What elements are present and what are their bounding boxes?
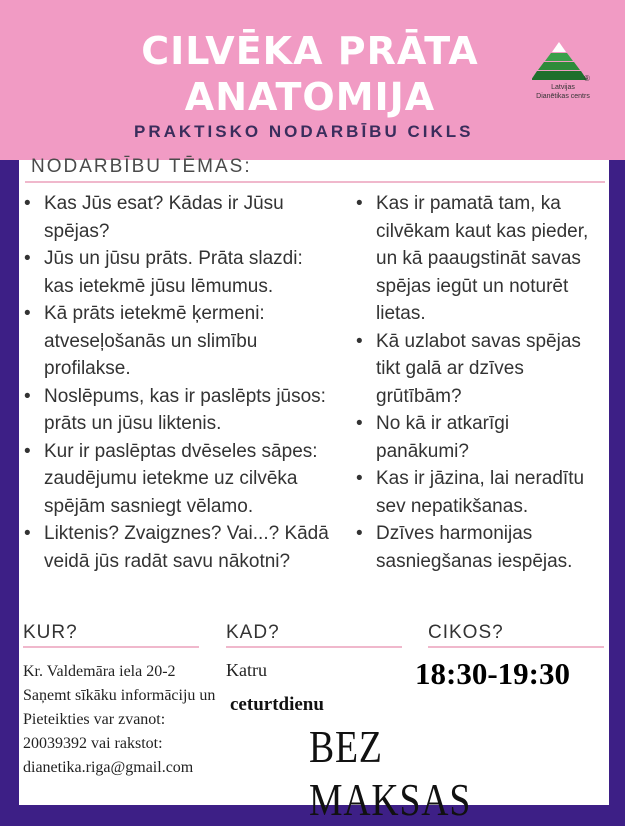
topic-item-line: spējas? bbox=[44, 220, 110, 242]
topic-item bbox=[356, 328, 606, 411]
topic-item-line: • Kā uzlabot savas spējas bbox=[376, 330, 581, 352]
topics-right-list bbox=[356, 190, 606, 575]
where-line: Saņemt sīkāku informāciju un bbox=[23, 687, 216, 704]
time-value: 18:30-19:30 bbox=[415, 656, 570, 691]
topic-item bbox=[356, 520, 606, 575]
topic-item-line: panākumi? bbox=[376, 440, 469, 462]
where-address-block bbox=[23, 660, 233, 780]
topic-item-line: profilakse. bbox=[44, 358, 131, 379]
topic-item-line: atveseļošanās un slimību bbox=[44, 330, 258, 352]
time-label: CIKOS? bbox=[428, 622, 504, 643]
time-rule bbox=[428, 646, 604, 648]
topics-heading: NODARBĪBU TĒMAS: bbox=[31, 156, 252, 177]
topic-item-line: kas ietekmē jūsu lēmumus. bbox=[44, 275, 274, 297]
topic-item-line: spējas iegūt un noturēt bbox=[376, 275, 569, 297]
topic-item-line: • No kā ir atkarīgi bbox=[376, 413, 510, 434]
title-line-2: ANATOMIJA bbox=[184, 75, 436, 119]
when-line-2: ceturtdienu bbox=[230, 694, 324, 715]
topic-item-line: • Liktenis? Zvaigznes? Vai...? Kādā bbox=[44, 523, 329, 544]
topic-item bbox=[24, 438, 354, 521]
topic-item-line: • Kas Jūs esat? Kādas ir Jūsu bbox=[44, 193, 284, 214]
topic-item bbox=[24, 383, 354, 438]
topic-item bbox=[24, 245, 354, 300]
topic-item bbox=[356, 465, 606, 520]
topic-item-line: prāts un jūsu liktenis. bbox=[44, 413, 222, 434]
where-email: dianetika.riga@gmail.com bbox=[23, 759, 194, 776]
topic-item-line: lietas. bbox=[376, 303, 426, 324]
topic-item-line: • Kas ir jāzina, lai neradītu bbox=[376, 468, 585, 489]
topic-item-line: veidā jūs radāt savu nākotni? bbox=[44, 550, 291, 572]
topic-item-line: sev nepatikšanas. bbox=[376, 495, 529, 517]
topic-item-line: grūtībām? bbox=[376, 385, 462, 407]
when-rule bbox=[226, 646, 402, 648]
topic-item-line: • Noslēpums, kas ir paslēpts jūsos: bbox=[44, 385, 326, 407]
where-rule bbox=[23, 646, 199, 648]
topic-item bbox=[24, 520, 354, 575]
topic-item-line: sasniegšanas iespējas. bbox=[376, 550, 573, 572]
where-line: Kr. Valdemāra iela 20-2 bbox=[23, 663, 176, 680]
topic-item bbox=[356, 190, 606, 328]
where-line: Pieteikties var zvanot: bbox=[23, 711, 166, 728]
page-title bbox=[90, 28, 530, 120]
where-line: 20039392 vai rakstot: bbox=[23, 735, 163, 752]
topic-item-line: • Kas ir pamatā tam, ka bbox=[376, 193, 561, 214]
topic-item-line: • Jūs un jūsu prāts. Prāta slazdi: bbox=[44, 248, 303, 269]
topic-item-line: cilvēkam kaut kas pieder, bbox=[376, 220, 589, 242]
logo-text-line-2: Dianētikas centrs bbox=[536, 93, 590, 100]
topic-item-line: • Kā prāts ietekmē ķermeni: bbox=[44, 303, 265, 324]
topic-item bbox=[356, 410, 606, 465]
logo-text-line-1: Latvijas bbox=[551, 84, 575, 91]
topics-left-list bbox=[24, 190, 354, 575]
title-line-1: CILVĒKA PRĀTA bbox=[141, 29, 479, 73]
topic-item-line: un kā paaugstināt savas bbox=[376, 248, 581, 269]
topic-item-line: tikt galā ar dzīves bbox=[376, 358, 524, 379]
registered-mark: ® bbox=[584, 74, 590, 83]
price-text: BEZ MAKSAS bbox=[309, 721, 472, 825]
subtitle: PRAKTISKO NODARBĪBU CIKLS bbox=[134, 122, 474, 141]
where-label: KUR? bbox=[23, 622, 78, 643]
topic-item-line: zaudējumu ietekme uz cilvēka bbox=[44, 468, 298, 489]
content-panel bbox=[19, 156, 609, 825]
topic-item-line: • Dzīves harmonijas bbox=[376, 523, 533, 544]
topic-item-line: spējām sasniegt vēlamo. bbox=[44, 495, 254, 517]
topic-item bbox=[24, 300, 354, 383]
topic-item-line: • Kur ir paslēptas dvēseles sāpes: bbox=[44, 440, 318, 462]
topic-item bbox=[24, 190, 354, 245]
when-label: KAD? bbox=[226, 622, 280, 643]
topics-heading-rule bbox=[25, 181, 605, 183]
when-line-1: Katru bbox=[226, 660, 267, 680]
